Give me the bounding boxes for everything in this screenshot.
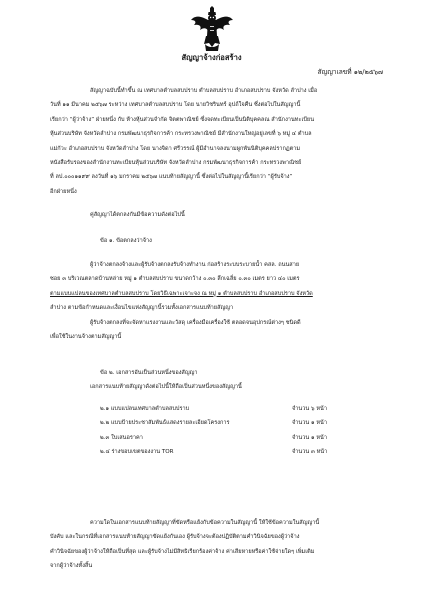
attachment-list: [50, 402, 385, 460]
preamble-line: สัญญาฉบับนี้ทำขึ้น ณ เทศบาลตำบลสบปราบ ตำบลสบปราบ อำเภอสบปราบ จังหวัด ลำปาง เมื่อ: [90, 88, 318, 94]
closing-line: จากผู้ว่าจ้างทั้งสิ้น: [50, 563, 93, 570]
closing-line: ความใดในเอกสารแนบท้ายสัญญาที่ขัดหรือแย้งกับข้อความในสัญญานี้ ให้ใช้ข้อความในสัญญานี้: [90, 520, 320, 526]
preamble-block: [50, 84, 385, 199]
clause-1-line: ผู้รับจ้างตกลงที่จะจัดหาแรงงานและวัสดุ เครื่องมือเครื่องใช้ ตลอดจนอุปกรณ์ต่างๆ ชนิดดี: [90, 319, 301, 326]
attachment-item: [50, 431, 385, 445]
preamble-line: เรียกว่า “ผู้ว่าจ้าง” ฝ่ายหนึ่ง กับ ห้างหุ้นส่วนจำกัด จิตตพาณิชย์ ซึ่งจดทะเบียนเป็นนิติบุคคลณ สำนักงานทะเบียน: [50, 116, 315, 123]
preamble-line: วันที่ ๑๑ มีนาคม ๒๕๖๗ ระหว่าง เทศบาลตำบลสบปราบ โดย นายวิชรินทร์ อุปถ์ใจคืน ซึ่งต่อไปในสัญญานี้: [50, 102, 301, 109]
clause-2-lead: เอกสารแนบท้ายสัญญาดังต่อไปนี้ให้ถือเป็นส่วนหนึ่งของสัญญานี้: [90, 384, 242, 391]
contract-number: สัญญาเลขที่ ๑๒/๒๕๖๗: [317, 68, 383, 76]
clause-2: [50, 366, 385, 395]
clause-2-closing: [50, 516, 385, 574]
attachment-name: ๒.๓ ใบเสนอราคา: [100, 434, 143, 441]
clause-1-line: ผู้ว่าจ้างตกลงจ้างและผู้รับจ้างตกลงรับจ้างทำงาน ก่อสร้างระบบระบายน้ำ คสล. ถนนสาย: [90, 262, 300, 268]
attachment-name: ๒.๑ แบบแปลนเทศบาลตำบลสบปราบ: [100, 406, 190, 412]
preamble-line: แม่กัวะ อำเภอสบปราบ จังหวัดลำปาง โดย นางจิดา ศรีวรรณ์ ผู้มีอำนาจลงนามผูกพันนิติบุคคลปรากฏตาม: [50, 145, 301, 152]
preamble-line: หนังสือรับรองของสำนักงานทะเบียนหุ้นส่วนบริษัท จังหวัดลำปาง กรมพัฒนาธุรกิจการค้า กระทรวงพาณิชย์: [50, 159, 302, 166]
clause-1-line: ลำปาง ตามข้อกำหนดและเงื่อนไขแห่งสัญญานี้รวมทั้งเอกสารแนบท้ายสัญญา: [50, 305, 234, 312]
attachment-item: [50, 445, 385, 459]
attachment-item: [50, 416, 385, 430]
document-title: สัญญาจ้างก่อสร้าง: [181, 53, 242, 62]
attachment-pages: จำนวน ๓ หน้า: [292, 449, 328, 456]
agreement-line-block: [50, 208, 385, 222]
attachment-pages: จำนวน ๖ หน้า: [292, 406, 327, 412]
agreement-line: คู่สัญญาได้ตกลงกันมีข้อความดังต่อไปนี้: [90, 212, 185, 218]
closing-line: บังคับ และในกรณีที่เอกสารแนบท้ายสัญญาขัดแย้งกันเอง ผู้รับจ้างจะต้องปฏิบัติตามคำวินิจฉัยของผู้ว่าจ้าง: [50, 534, 300, 541]
attachment-pages: จำนวน ๑ หน้า: [292, 434, 327, 441]
clause-1-body: [50, 258, 385, 344]
preamble-line: อีกฝ่ายหนึ่ง: [50, 188, 77, 195]
clause-1-line: ตามแบบแปลนของเทศบาลตำบลสบปราบ โดยวิธีเฉพาะเจาะจง ณ หมู่ ๑ ตำบลสบปราบ อำเภอสบปราบ จังหวัด: [50, 290, 313, 297]
preamble-line: ที่ ลป.๐๐๐๑๑๙๙ ลงวันที่ ๑๖ มกราคม ๒๕๖๗ แนบท้ายสัญญานี้ ซึ่งต่อไปในสัญญานี้เรียกว่า “ผู้รับจ้าง”: [50, 174, 293, 181]
clause-1-title: ข้อ ๑. ข้อตกลงว่าจ้าง: [100, 238, 152, 244]
preamble-line: หุ้นส่วนบริษัท จังหวัดลำปาง กรมพัฒนาธุรกิจการค้า กระทรวงพาณิชย์ มีสำนักงานใหญ่อยู่เลขที่ ๖ หมู่ ๔ ตำบล: [50, 131, 312, 138]
attachment-name: ๒.๒ แบบป้ายประชาสัมพันธ์แสดงรายละเอียดโครงการ: [100, 420, 230, 427]
clause-1-line: เพื่อใช้ในงานจ้างตามสัญญานี้: [50, 333, 122, 340]
clause-1: [50, 234, 385, 248]
clause-2-title: ข้อ ๒. เอกสารอันเป็นส่วนหนึ่งของสัญญา: [100, 370, 198, 376]
closing-line: คำวินิจฉัยของผู้ว่าจ้างให้ถือเป็นที่สุด และผู้รับจ้างไม่มีสิทธิเรียกร้องค่าจ้าง ค่าเสียหายหรือค่าใช้จ่ายใดๆ เพิ่มเติม: [50, 548, 315, 555]
clause-1-line: ซอย ๓ บริเวณตลาดบ้านหล่าย หมู่ ๑ ตำบลสบปราบ ขนาดกว้าง ๐.๓๐ ลึกเฉลี่ย ๐.๓๐ เมตร ยาว ๔๐ เมตร: [50, 276, 300, 283]
attachment-name: ๒.๔ ร่างขอบเขตของงาน TOR: [100, 449, 174, 456]
attachment-pages: จำนวน ๑ หน้า: [292, 420, 327, 427]
garuda-emblem: [191, 6, 233, 52]
attachment-item: [50, 402, 385, 416]
